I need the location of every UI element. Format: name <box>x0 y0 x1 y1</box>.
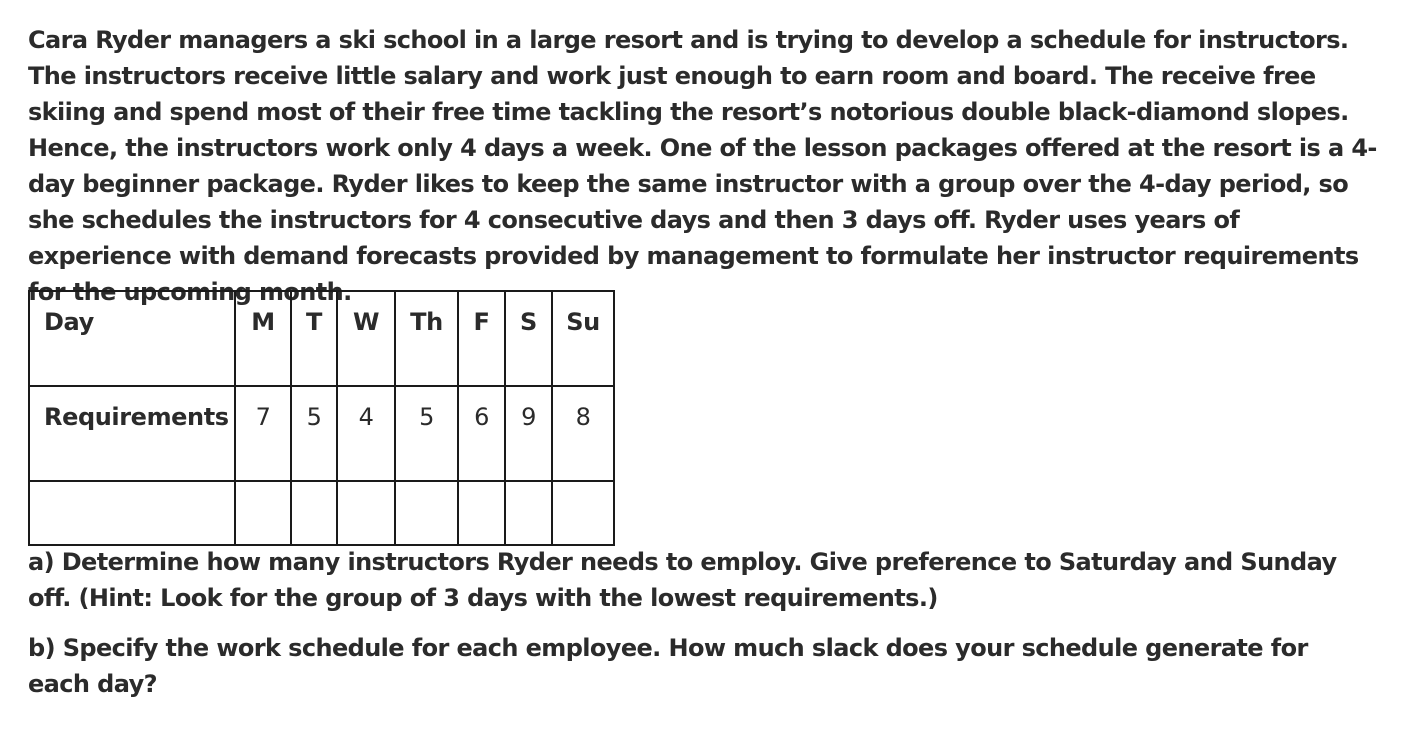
requirement-sunday: 8 <box>552 386 614 481</box>
empty-cell <box>291 481 337 545</box>
day-cell-thursday: Th <box>395 291 458 386</box>
empty-cell <box>458 481 505 545</box>
day-cell-tuesday: T <box>291 291 337 386</box>
empty-cell <box>337 481 395 545</box>
day-cell-monday: M <box>235 291 291 386</box>
empty-cell <box>552 481 614 545</box>
day-header-label: Day <box>29 291 235 386</box>
empty-cell <box>395 481 458 545</box>
empty-cell <box>235 481 291 545</box>
requirement-wednesday: 4 <box>337 386 395 481</box>
requirements-row <box>29 386 614 481</box>
day-header-row <box>29 291 614 386</box>
requirement-monday: 7 <box>235 386 291 481</box>
empty-cell <box>29 481 235 545</box>
day-cell-friday: F <box>458 291 505 386</box>
problem-statement: Cara Ryder managers a ski school in a large resort and is trying to develop a schedule for instructors. The instructors receive little salary and work just enough to earn room and board. The receive free skiing and spend most of their free time tackling the resort’s notorious double black-diamond slopes. Hence, the instructors work only 4 days a week. One of the lesson packages offered at the resort is a 4-day beginner package. Ryder likes to keep the same instructor with a group over the 4-day period, so she schedules the instructors for 4 consecutive days and then 3 days off. Ryder uses years of experience with demand forecasts provided by management to formulate her instructor requirements for the upcoming month. <box>28 26 1377 306</box>
requirement-thursday: 5 <box>395 386 458 481</box>
requirement-friday: 6 <box>458 386 505 481</box>
requirements-table <box>28 290 615 546</box>
question-a: a) Determine how many instructors Ryder needs to employ. Give preference to Saturday and Sunday off. (Hint: Look for the group of 3 days with the lowest requirements.) <box>28 548 1337 612</box>
requirement-saturday: 9 <box>505 386 552 481</box>
requirement-tuesday: 5 <box>291 386 337 481</box>
day-cell-wednesday: W <box>337 291 395 386</box>
day-cell-sunday: Su <box>552 291 614 386</box>
day-cell-saturday: S <box>505 291 552 386</box>
empty-cell <box>505 481 552 545</box>
question-b: b) Specify the work schedule for each employee. How much slack does your schedule generate for each day? <box>28 634 1308 698</box>
empty-row <box>29 481 614 545</box>
requirements-label: Requirements <box>29 386 235 481</box>
